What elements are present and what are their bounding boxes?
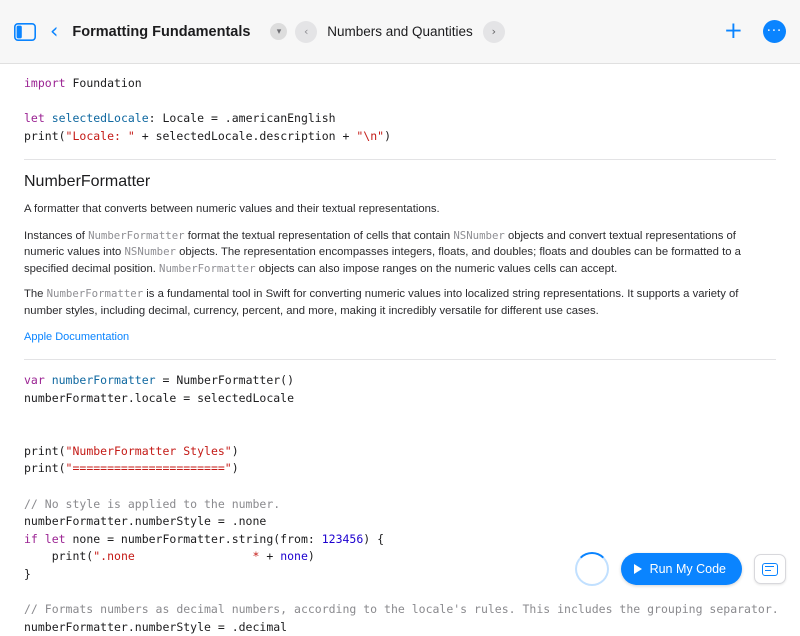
code-identifier: numberFormatter [44, 373, 156, 388]
text-run: objects. The representation encompasses integers, floats, and doubles; floats and doubles can be formatted to a specified decimal position. [24, 246, 741, 275]
run-my-code-button[interactable] [621, 553, 742, 585]
run-my-code-label: Run My Code [649, 562, 726, 576]
code-text: = NumberFormatter() [155, 373, 295, 388]
inline-code: NumberFormatter [159, 261, 256, 275]
code-blank [24, 409, 31, 423]
inline-code: NSNumber [453, 228, 505, 242]
code-string: ".none * [93, 549, 260, 564]
more-options-icon[interactable]: ··· [763, 20, 786, 43]
code-blank [24, 585, 31, 599]
code-text: print( [24, 443, 66, 458]
play-icon [634, 564, 642, 574]
code-block-imports[interactable] [24, 64, 776, 145]
loading-spinner-icon [575, 552, 609, 586]
text-run: objects can also impose ranges on the numeric values cells can accept. [255, 262, 618, 275]
toolbar-right-group [724, 20, 786, 43]
code-identifier: none [280, 549, 308, 564]
code-blank [24, 94, 31, 108]
code-text: print( [24, 549, 94, 564]
section-paragraph-2 [24, 286, 776, 319]
code-text: numberFormatter.numberStyle = .none [24, 514, 267, 529]
apple-documentation-link[interactable]: Apple Documentation [24, 331, 130, 344]
section-paragraph-1 [24, 228, 776, 278]
back-button[interactable]: ‹ [50, 19, 59, 43]
code-text: numberFormatter.locale = selectedLocale [24, 390, 295, 405]
next-page-button[interactable]: › [483, 21, 505, 43]
code-blank [24, 479, 31, 493]
sidebar-toggle-icon[interactable] [14, 23, 36, 41]
code-block-numberformatter[interactable] [24, 360, 779, 636]
code-number: 123456 [321, 531, 364, 546]
code-text: ) [231, 461, 239, 476]
code-blank [24, 426, 31, 440]
code-text: Foundation [65, 76, 142, 90]
code-text: } [24, 566, 31, 581]
chevron-down-icon[interactable]: ▾ [270, 23, 287, 40]
code-text: print( [24, 461, 66, 476]
code-text: : Locale = .americanEnglish [148, 111, 336, 126]
text-run: Instances of [24, 229, 89, 242]
code-text: numberFormatter.numberStyle = .decimal [24, 619, 288, 634]
text-run: objects and convert textual representations of numeric values into [24, 229, 736, 259]
code-keyword: let [24, 111, 45, 126]
code-text: + [259, 549, 281, 564]
code-text: + selectedLocale.description + [134, 128, 357, 143]
code-keyword: import [24, 76, 66, 90]
current-page-label: Numbers and Quantities [327, 24, 473, 39]
text-run: is a fundamental tool in Swift for converting numeric values into localized string representations. It supports a variety of number styles, including decimal, currency, percent, and more, making it incredibly versatile for different use cases. [24, 288, 739, 317]
code-text: ) [231, 443, 239, 458]
section-heading: NumberFormatter [24, 173, 151, 191]
code-text: none = numberFormatter.string(from: [65, 531, 322, 546]
run-controls [575, 552, 786, 586]
console-toggle-button[interactable] [754, 554, 786, 584]
code-text: ) { [363, 531, 385, 546]
code-comment: // No style is applied to the number. [24, 496, 281, 511]
code-comment: // Formats numbers as decimal numbers, according to the locale's rules. This includes the grouping separator. [24, 602, 779, 617]
code-identifier: selectedLocale [44, 111, 149, 126]
code-text: print( [24, 128, 66, 143]
code-keyword: var [24, 373, 45, 388]
code-string: "\n" [356, 128, 385, 143]
document-title: Formatting Fundamentals [72, 23, 251, 40]
code-string: "Locale: " [65, 128, 135, 143]
top-toolbar [0, 0, 800, 64]
code-text: ) [307, 549, 315, 564]
previous-page-button[interactable]: ‹ [295, 21, 317, 43]
code-keyword: if let [24, 531, 66, 546]
text-run: The [24, 288, 47, 301]
console-panel-icon [762, 563, 778, 576]
code-text: ) [384, 128, 391, 143]
inline-code: NSNumber [124, 245, 176, 259]
text-run: format the textual representation of cells that contain [184, 229, 454, 242]
add-icon[interactable]: + [723, 18, 743, 44]
toolbar-left-group [14, 21, 287, 42]
inline-code: NumberFormatter [88, 228, 185, 242]
section-summary: A formatter that converts between numeric values and their textual representations. [24, 203, 440, 216]
code-string: "======================" [65, 461, 232, 476]
inline-code: NumberFormatter [46, 287, 144, 301]
divider [24, 159, 776, 160]
code-string: "NumberFormatter Styles" [65, 443, 232, 458]
document-content[interactable] [0, 64, 800, 634]
